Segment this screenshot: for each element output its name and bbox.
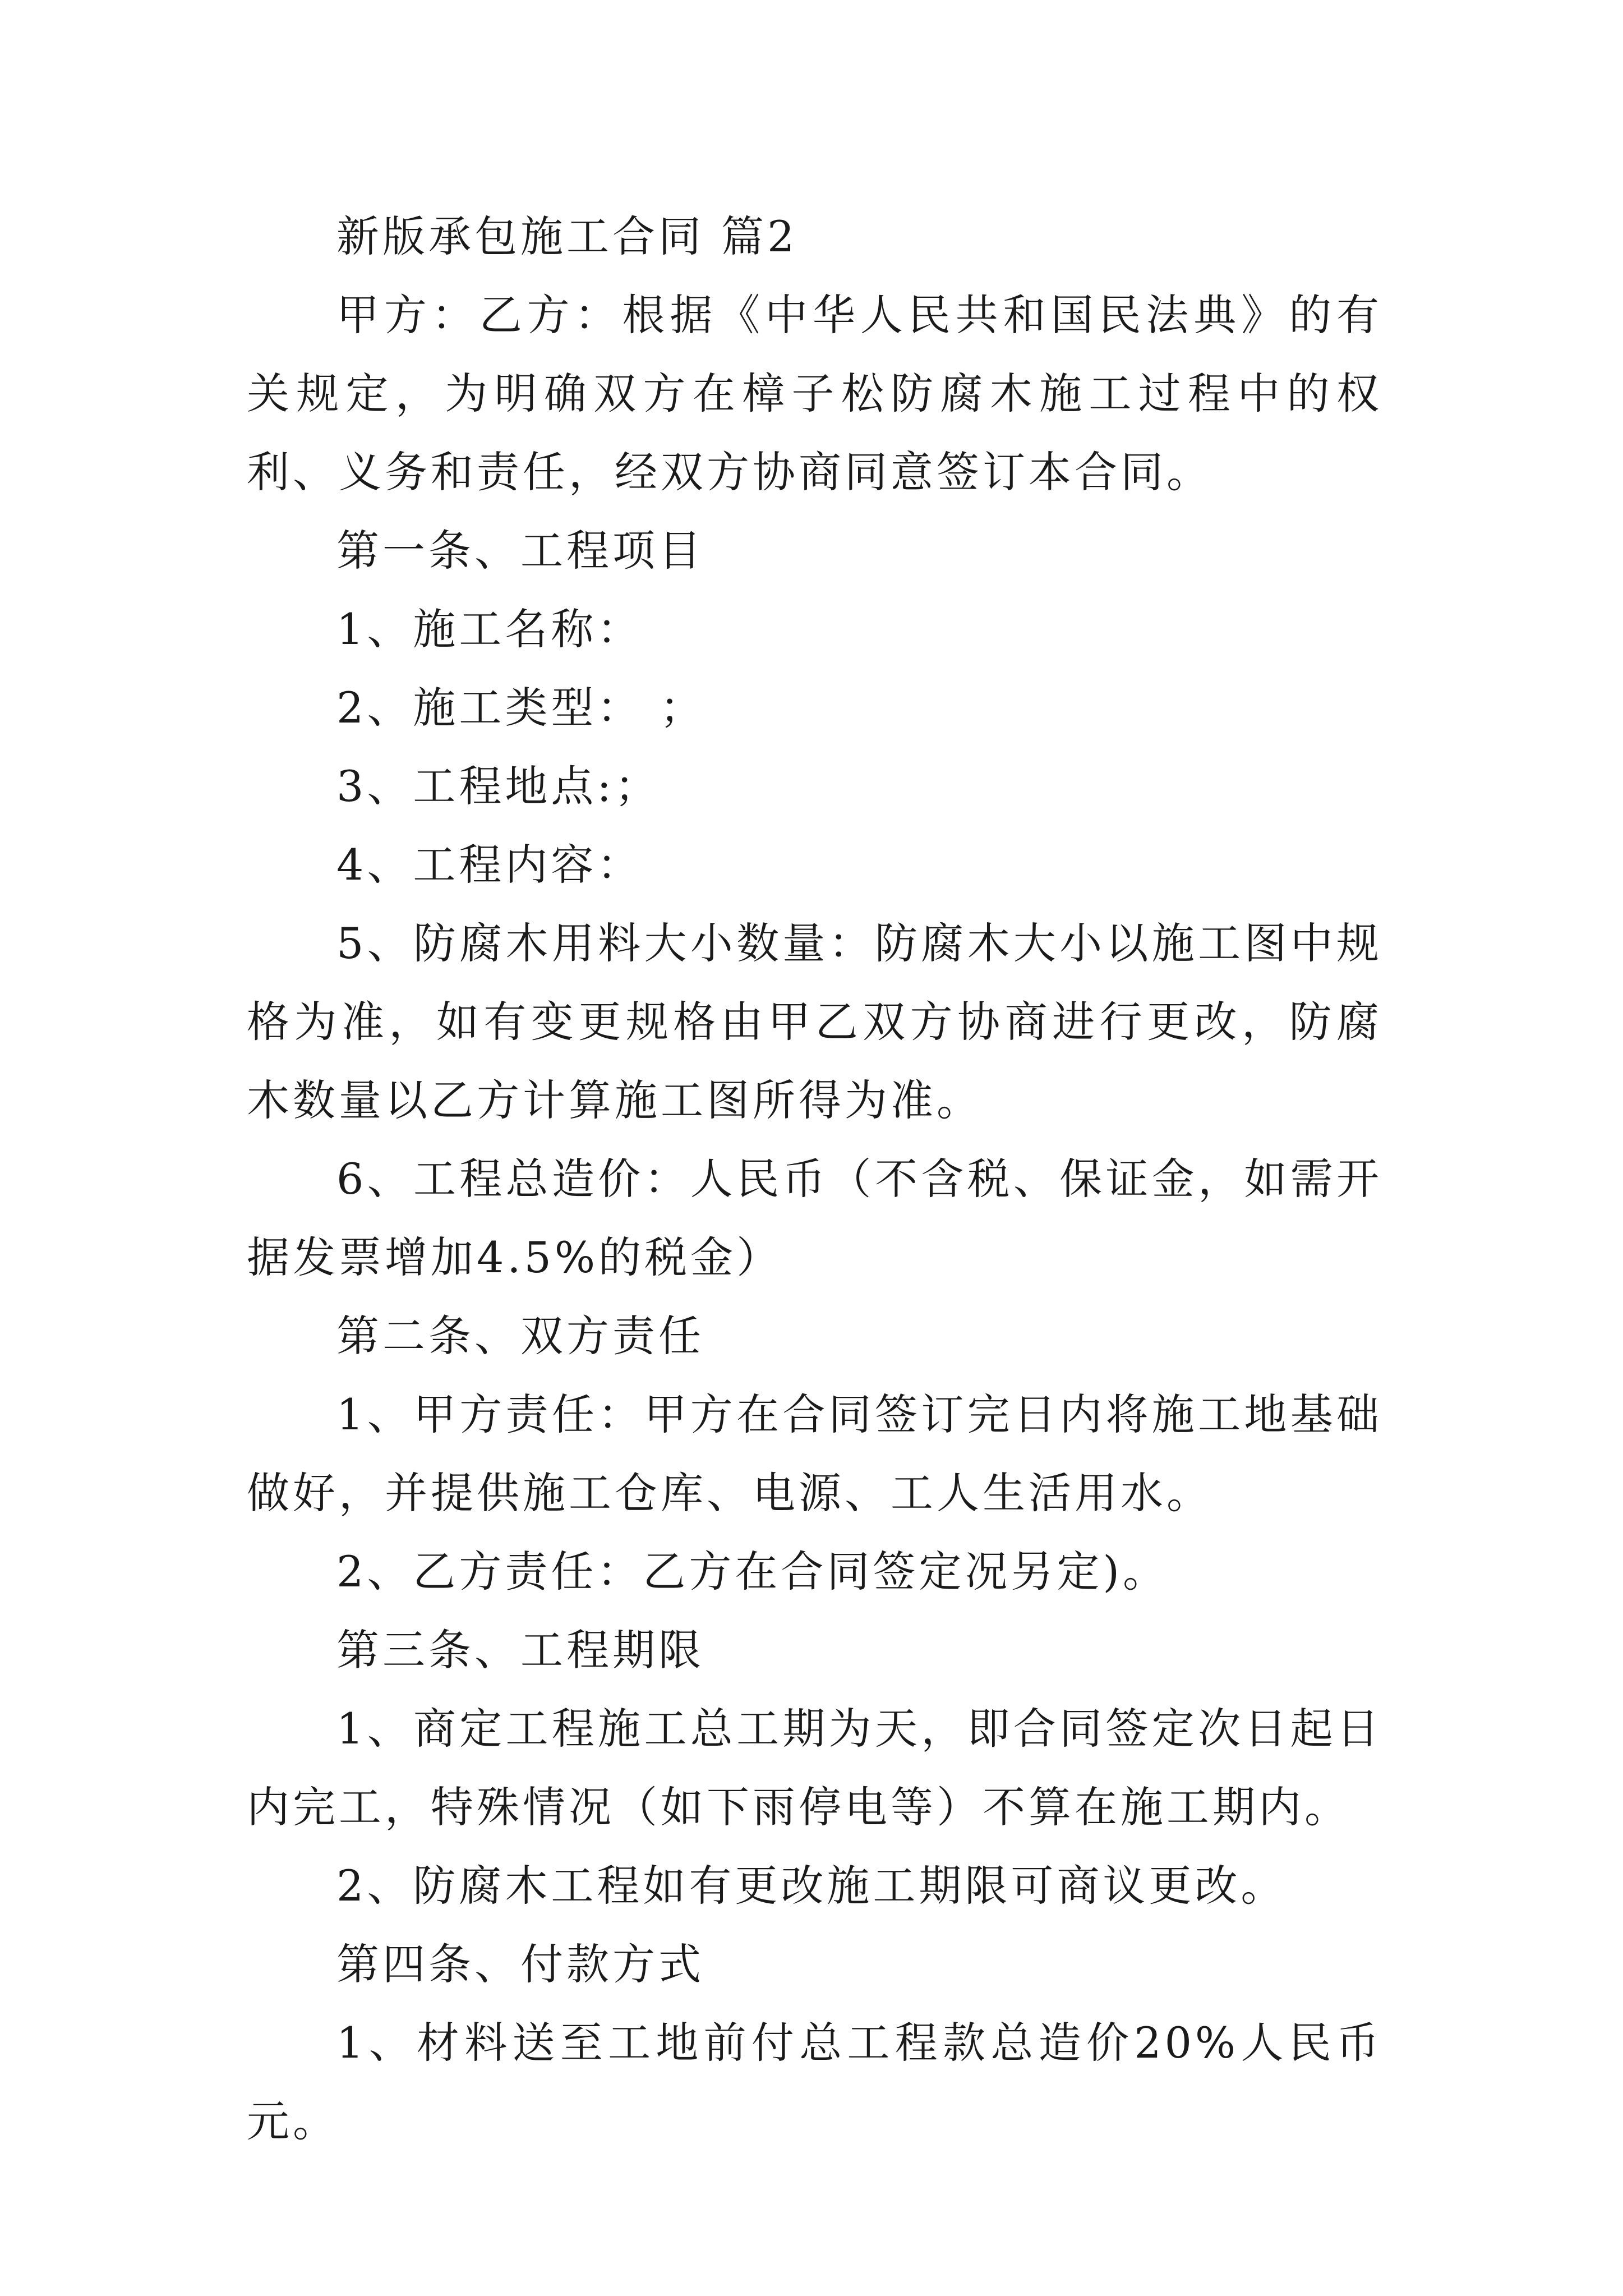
clause-project-name: 1、施工名称：: [336, 604, 643, 654]
section-heading-article-4: 第四条、付款方式: [336, 1939, 704, 1989]
section-heading-article-3: 第三条、工程期限: [336, 1625, 704, 1675]
clause-party-a-duty: 1、甲方责任：甲方在合同签订完日内将施工地基础做好，并提供施工仓库、电源、工人生活用水。: [247, 1389, 1382, 1518]
clause-period-change: 2、防腐木工程如有更改施工期限可商议更改。: [336, 1861, 1287, 1911]
clause-project-content: 4、工程内容：: [336, 840, 643, 890]
document-body: [247, 197, 1382, 2161]
clause-first-payment: 1、材料送至工地前付总工程款总造价20%人民币 元。: [247, 2018, 1382, 2146]
clause-material-quantity: 5、防腐木用料大小数量：防腐木大小以施工图中规格为准，如有变更规格由甲乙双方协商进行更改，防腐木数量以乙方计算施工图所得为准。: [247, 918, 1382, 1125]
section-heading-article-2: 第二条、双方责任: [336, 1311, 704, 1361]
paragraph-preamble: 甲方：乙方：根据《中华人民共和国民法典》的有关规定，为明确双方在樟子松防腐木施工过程中的权利、义务和责任，经双方协商同意签订本合同。: [247, 290, 1382, 497]
clause-project-type: 2、施工类型： ；: [336, 683, 706, 733]
clause-construction-period: 1、商定工程施工总工期为天，即合同签定次日起日内完工，特殊情况（如下雨停电等）不算在施工期内。: [247, 1704, 1382, 1832]
clause-total-cost: 6、工程总造价：人民币（不含税、保证金，如需开据发票增加4.5%的税金）: [247, 1154, 1382, 1282]
clause-party-b-duty: 2、乙方责任：乙方在合同签定况另定)。: [336, 1547, 1169, 1596]
document-title: 新版承包施工合同 篇2: [336, 211, 798, 261]
section-heading-article-1: 第一条、工程项目: [336, 526, 704, 576]
clause-project-location: 3、工程地点:；: [336, 761, 661, 811]
